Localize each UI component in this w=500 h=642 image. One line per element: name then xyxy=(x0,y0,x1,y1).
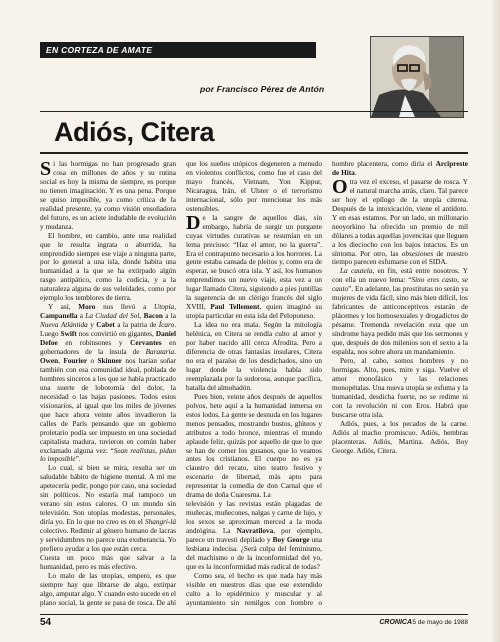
magazine-name: CRONICA xyxy=(379,619,412,626)
paragraph: Y así, Moro nos llevó a Utopía, Campanella a La Ciudad del Sol, Bacon a la Nueva Atlántida y Cabet a la patria de Ícaro. Luego Swift nos convirtió en gigantes, Daniel Defoe en robinsones y Cervantes en gobernadores de la ínsula de Barataria. Owen, Fourier o Skinner nos harían soñar también con esa comunidad ideal, poblada de hombres sinceros a los que se había practicado una suerte de lobotomía del dolor, la necesidad o las bajas pasiones. Todos estos visionarios, al igual que los miles de jóvenes que hace ahora veinte años invadieron la calles de París pensando que un gobierno proletario podía ser impuesto en una sociedad capitalista madura, tuvieron en común haber exclamado alguna vez: “Sean realistas, pidan lo imposible”. xyxy=(40,303,177,464)
paragraph: Lo malo de las utopías, empero, es que siempre hay que librarse de algo, extirpar algo, amputar algo. Y cuando esto sucede en el plano social, la gente se pasa de rosca. De ahí que los sueños utópicos degeneren a menudo en violentos conflictos, como fue el caso del mayo francés, Vietnam, Yon Kippur, Nicaragua, Irán, el Ulster o el terrorismo internacional, sólo por mencionar los más ostensibles. xyxy=(40,160,322,607)
paragraph: La cautela, en fin, está entre nosotros. Y con ella un nuevo lema: “Sino eres casto, se cauto”. En adelante, las prostitutas no serán ya mujeres de vida fácil, sino más bien difícil, los fabricantes de anticonceptivos estarán de plácemes y los homosexuales y drogadictos de pésame. Tremenda revelación esta que un síndrome haya pedido más que los sermones y que, después de dos milenios son el sexto a la espalda, nos sobre ahora un mandamiento. xyxy=(332,267,468,357)
paragraph: Como sea, el hecho es que nada hay más visible en nuestros días que ese extendido culto a lo epidérmico y muscular y al ayuntamiento sin remilgos con hombre o hombre placentera, como diría el Arcipreste de Hita. xyxy=(186,160,468,607)
title-bottom-rule xyxy=(40,152,468,154)
drop-cap: S xyxy=(40,158,52,180)
paragraph: televisión y las revistas están plagadas de muñecas, muñecones, nalgas y carne de lujo, y los sexos se aproximan merced a la moda andrógina. La Navratilova, por ejemplo, parece un travesti depilado y Boy George una lesbiana indecisa. ¿Será culpa del feminismo, del machismo o de la inconformidad del yo, que es la inconformidad más radical de todas? xyxy=(186,500,323,571)
paragraph: Cuesta un poco más que salvar a la humanidad, pero es más efectivo. xyxy=(40,553,176,571)
paragraph: Lo cual, si bien se mira, resulta ser un saludable hábito de higiene mental. A mí me apetecería pedir, pongo por caso, una sociedad sin políticos. No estaría mal tampoco un verano sin estos calores. O un mundo sin televisión. Son utopías modestas, personales, diría yo. En lo que no creo es en el Shangri-lá colectivo. Redimir al género humano de lacras y servidumbres no parece una exuberancia. Yo prefiero ayudar a los que están cerca. xyxy=(40,464,176,553)
drop-cap: O xyxy=(332,175,348,198)
paragraph: Si las hormigas no han progresado gran cosa en millones de años y su rutina social es hoy la misma de siempre, es porque no tienen imaginación. Y es una pena. Porque se quiso imposible, ya como crítica de la realidad presente, ya como visión ensoñadora del futuro, es un aciete indudable de evolución y mudanza. xyxy=(40,158,176,231)
paragraph: El hombre, en cambio, ante una realidad que le resulta ingrata o aburrida, ha emprendido siempre ese viaje a ninguna parte, por lo general a una isla, donde habita una humanidad a la que se ha extirpado algún rasgo antipático, como la codicia, y a la naturaleza alguna de sus veleidades, como por ejemplo los temblores de tierra. xyxy=(40,231,176,303)
paragraph: Otra vez el exceso, el pasarse de rosca. Y el natural marcha atrás, claro. Tal parece ser hoy el epílogo de la utopía citerea. Después de la intoxicación, viene el antídoto. Y en esas estamos. Por un lado, un millonario neoyorkino ha ofrecido un premio de mil dólares a todas aquellas jovencitas que lleguen a los dieciocho con los bajos intactos. Es un síntoma. Por otro, las obsesiones de nuestro tiempo parecen esfumarse con el SIDA. xyxy=(332,175,469,267)
paragraph: La idea no era mala. Según la mitología helénica, en Citera se rendía culto al amor y por haber nacido allí cerca Afrodita. Pero a diferencia de otras fantasías insulares, Citera no era el paraíso de los desdichados, sino un lugar donde la violencia había sido reemplazada por la sudorosa, aunque pacífica, batalla del almohadón. xyxy=(186,321,322,392)
issue-date: 5 de mayo de 1988 xyxy=(412,619,468,626)
paragraph: Pero, al cabo, somos hombres y no hormigas. Alto, pues, mire y siga. Vuelve el amor monofásico y las relaciones monopétalas. Una nueva utopía se esfuma y la humanidad, desdicha fuerte, no se redime ni con la revolución ni con Eros. Habrá que buscarse otra isla. xyxy=(332,356,468,419)
byline: por Francisco Pérez de Antón xyxy=(200,84,325,94)
page-number: 54 xyxy=(40,617,52,628)
author-portrait xyxy=(370,36,464,118)
drop-cap: D xyxy=(186,211,201,234)
page-edge-shadow xyxy=(490,0,500,642)
paragraph: De la sangre de aquellos días, sin embargo, habría de surgir un purgante cuyas virtudes curativas se resumían en un lema precioso: “Haz el amor, no la guerra”. Era el contrapunto necesario a los horrores. La gente estaba cansada de pleitos y, como era de esperar, se buscó otra isla. Y así, los humanos emprendimos un nuevo viaje, esta vez a un lugar llamado Citera, siguiendo a pies juntillas la sugerencia de un clérigo francés del siglo XVIII, Paul Tellement, quien imaginó su utopía particular en esta isla del Peloponeso. xyxy=(186,211,323,321)
section-label: EN CORTEZA DE AMATE xyxy=(40,42,316,58)
page-footer xyxy=(40,617,468,631)
paragraph: Adiós, pues, a los pecados de la carne. Adiós al macho promiscuo. Adiós, hembras placenteras. Adiós, Martina. Adiós, Boy George. Adiós, Citera. xyxy=(332,419,468,455)
paragraph: Pues bien, veinte años después de aquellos polvos, hete aquí a la humanidad inmersa en estos lodos. La gente se desnuda en los lugares menos pensados, mostrando bustos, glúteos y atributos a todo bronce, mientras el mundo aplaude feliz, quizás por aquello de que lo que se han de comer los gusanos, que lo veamos antes los cristianos. El cuerpo no es ya claustro del recato, sino teatro festivo y escenario de libertad, más apto para representar la comedia de don Carnal que el drama de doña Cuaresma. La xyxy=(186,392,322,500)
footer-rule xyxy=(40,614,468,615)
article-title: Adiós, Citera xyxy=(54,117,215,147)
title-top-rule xyxy=(40,111,468,112)
portrait-illustration xyxy=(371,37,463,117)
article-body xyxy=(40,160,468,612)
